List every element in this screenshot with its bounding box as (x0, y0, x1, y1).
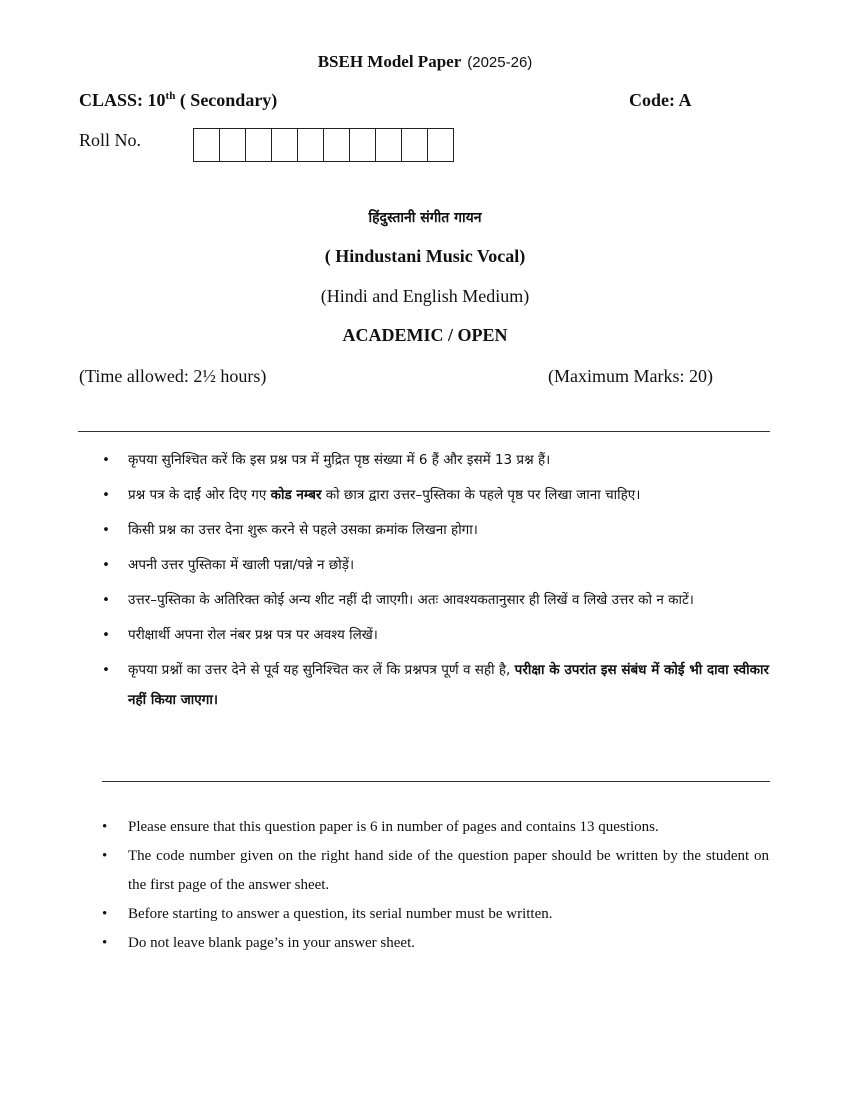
list-item (102, 480, 769, 510)
roll-no-box[interactable] (350, 128, 376, 162)
stream-label: ACADEMIC / OPEN (342, 325, 508, 345)
instruction-text: परीक्षार्थी अपना रोल नंबर प्रश्न पत्र पर अवश्य लिखें। (128, 627, 378, 643)
bullet-icon: • (102, 935, 108, 951)
roll-no-box[interactable] (402, 128, 428, 162)
claim-warning-emphasis: परीक्षा के उपरांत इस संबंध में कोई भी दावा स्वीकार नहीं किया जाएगा। (128, 662, 769, 708)
instruction-text: Before starting to answer a question, its serial number must be written. (128, 906, 553, 922)
roll-no-label: Roll No. (79, 130, 142, 150)
roll-no-boxes[interactable] (193, 128, 454, 162)
subject-english: ( Hindustani Music Vocal) (324, 246, 526, 266)
bullet-icon: • (102, 592, 110, 608)
list-item (102, 655, 769, 715)
roll-no-box[interactable] (246, 128, 272, 162)
list-item (102, 813, 769, 842)
list-item (102, 929, 769, 958)
roll-no-box[interactable] (194, 128, 220, 162)
list-item (102, 900, 769, 929)
paper-code: Code: A (629, 90, 692, 110)
class-label (79, 90, 277, 111)
instruction-text: को छात्र द्वारा उत्तर–पुस्तिका के पहले पृष्ठ पर लिखा जाना चाहिए। (321, 487, 641, 503)
roll-no-box[interactable] (376, 128, 402, 162)
list-item (102, 620, 769, 650)
instruction-text: उत्तर–पुस्तिका के अतिरिक्त कोई अन्य शीट नहीं दी जाएगी। अतः आवश्यकतानुसार ही लिखें व लिखे उत्तर को न काटें। (128, 592, 694, 608)
instruction-text: Please ensure that this question paper is 6 in number of pages and contains 13 questions. (128, 819, 659, 835)
divider-top (78, 431, 770, 432)
bullet-icon: • (102, 452, 110, 468)
instruction-text: The code number given on the right hand side of the question paper should be written by the student on the first page of the answer sheet. (128, 848, 769, 893)
instruction-text: प्रश्न पत्र के दाईं ओर दिए गए (128, 487, 271, 503)
time-allowed: (Time allowed: 2½ hours) (79, 366, 267, 386)
paper-year: (2025-26) (467, 54, 533, 71)
roll-no-box[interactable] (428, 128, 454, 162)
list-item (102, 445, 769, 475)
hindi-instructions (102, 445, 769, 720)
bullet-icon: • (102, 557, 110, 573)
maximum-marks: (Maximum Marks: 20) (548, 366, 713, 386)
paper-title-text: BSEH Model Paper (317, 52, 462, 71)
list-item (102, 842, 769, 900)
bullet-icon: • (102, 522, 110, 538)
bullet-icon: • (102, 906, 108, 922)
instruction-text: Do not leave blank page’s in your answer sheet. (128, 935, 415, 951)
list-item (102, 515, 769, 545)
medium-label: (Hindi and English Medium) (320, 286, 530, 306)
bullet-icon: • (102, 819, 108, 835)
subject-hindi: हिंदुस्तानी संगीत गायन (368, 210, 482, 226)
english-instructions (102, 813, 769, 958)
instruction-text: कृपया सुनिश्चित करें कि इस प्रश्न पत्र में मुद्रित पृष्ठ संख्या में 6 हैं और इसमें 13 प्रश्न हैं। (128, 452, 551, 468)
bullet-icon: • (102, 662, 110, 678)
instruction-text: अपनी उत्तर पुस्तिका में खाली पन्ना/पन्ने न छोड़ें। (128, 557, 355, 573)
class-prefix: CLASS: 10 (79, 90, 166, 110)
instruction-text: किसी प्रश्न का उत्तर देना शुरू करने से पहले उसका क्रमांक लिखना होगा। (128, 522, 478, 538)
roll-no-box[interactable] (220, 128, 246, 162)
list-item (102, 550, 769, 580)
paper-title (0, 52, 850, 72)
code-number-emphasis: कोड नम्बर (270, 487, 322, 503)
instruction-text: कृपया प्रश्नों का उत्तर देने से पूर्व यह सुनिश्चित कर लें कि प्रश्नपत्र पूर्ण व सही है, (128, 662, 515, 678)
class-suffix: ( Secondary) (175, 90, 278, 110)
roll-no-box[interactable] (324, 128, 350, 162)
bullet-icon: • (102, 848, 108, 864)
bullet-icon: • (102, 487, 110, 503)
roll-no-box[interactable] (272, 128, 298, 162)
class-sup: th (165, 90, 176, 102)
roll-no-box[interactable] (298, 128, 324, 162)
bullet-icon: • (102, 627, 110, 643)
divider-bottom (102, 781, 770, 782)
list-item (102, 585, 769, 615)
